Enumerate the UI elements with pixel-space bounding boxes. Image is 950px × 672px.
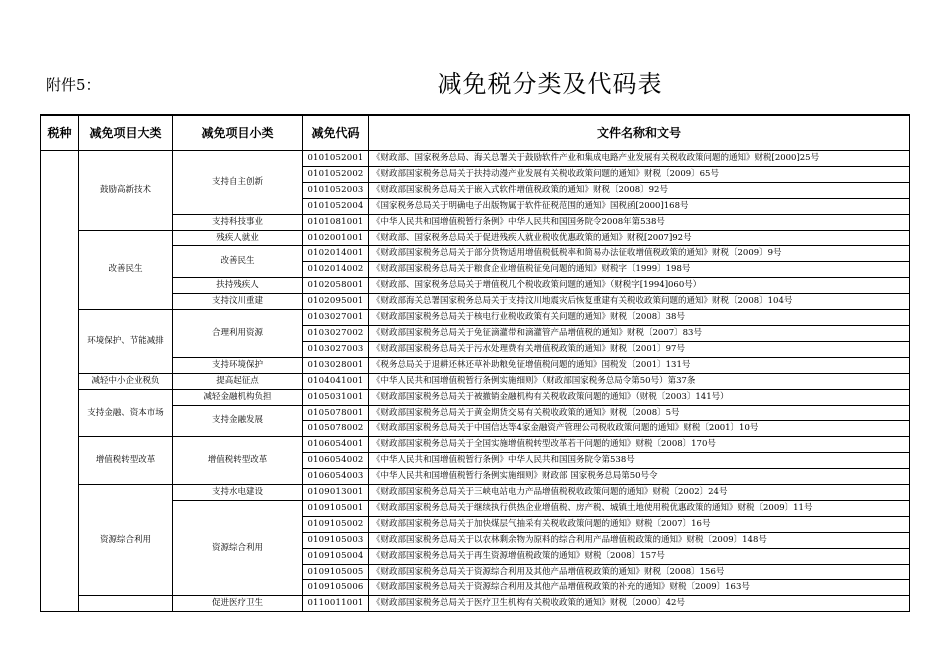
code-cell: 0101052004 [303, 198, 369, 214]
document-cell: 《财政部国家税务总局关于核电行业税收政策有关问题的通知》财税〔2008〕38号 [369, 310, 910, 326]
code-cell: 0109105002 [303, 516, 369, 532]
subcategory-cell: 资源综合利用 [173, 500, 303, 595]
table-row [41, 151, 910, 167]
document-cell: 《财政部国家税务总局关于资源综合利用及其他产品增值税政策的通知》财税〔2008〕156号 [369, 564, 910, 580]
document-cell: 《中华人民共和国增值税暂行条例实施细则》财政部 国家税务总局第50号令 [369, 469, 910, 485]
category-cell: 鼓励高新技术 [79, 151, 173, 231]
category-cell: 减轻中小企业税负 [79, 373, 173, 389]
code-cell: 0105031001 [303, 389, 369, 405]
code-cell: 0101052001 [303, 151, 369, 167]
table-row [41, 437, 910, 453]
subcategory-cell: 提高起征点 [173, 373, 303, 389]
code-cell: 0101081001 [303, 214, 369, 230]
subcategory-cell: 改善民生 [173, 246, 303, 278]
document-cell: 《财政部国家税务总局关于以农林剩余物为原料的综合利用产品增值税政策的通知》财税〔2009〕148号 [369, 532, 910, 548]
page-title: 减免税分类及代码表 [437, 70, 663, 98]
code-cell: 0101052003 [303, 182, 369, 198]
code-cell: 0102058001 [303, 278, 369, 294]
category-cell: 环境保护、节能减排 [79, 310, 173, 374]
subcategory-cell: 支持自主创新 [173, 151, 303, 215]
code-cell: 0109105004 [303, 548, 369, 564]
code-cell: 0109105003 [303, 532, 369, 548]
document-cell: 《财政部国家税务总局关于免征滴灌带和滴灌管产品增值税的通知》财税〔2007〕83号 [369, 325, 910, 341]
document-cell: 《财政部国家税务总局关于全国实施增值税转型改革若干问题的通知》财税〔2008〕170号 [369, 437, 910, 453]
table-header-row [41, 115, 910, 151]
document-cell: 《财政部国家税务总局关于扶持动漫产业发展有关税收政策问题的通知》财税〔2009〕65号 [369, 166, 910, 182]
document-cell: 《财政部国家税务总局关于医疗卫生机构有关税收政策的通知》财税〔2000〕42号 [369, 596, 910, 612]
table-row [41, 310, 910, 326]
document-cell: 《财政部国家税务总局关于嵌入式软件增值税政策的通知》财税〔2008〕92号 [369, 182, 910, 198]
code-cell: 0106054003 [303, 469, 369, 485]
subcategory-cell: 支持科技事业 [173, 214, 303, 230]
code-cell: 0110011001 [303, 596, 369, 612]
category-cell: 支持金融、资本市场 [79, 389, 173, 437]
table-row [41, 373, 910, 389]
document-cell: 《财政部、国家税务总局关于促进残疾人就业税收优惠政策的通知》财税[2007]92号 [369, 230, 910, 246]
document-cell: 《财政部国家税务总局关于再生资源增值税政策的通知》财税〔2008〕157号 [369, 548, 910, 564]
column-header-category: 减免项目大类 [79, 115, 173, 151]
subcategory-cell: 支持水电建设 [173, 485, 303, 501]
category-cell [79, 596, 173, 612]
attachment-label: 附件5： [46, 76, 101, 94]
code-cell: 0102014002 [303, 262, 369, 278]
subcategory-cell: 扶持残疾人 [173, 278, 303, 294]
subcategory-cell: 增值税转型改革 [173, 437, 303, 485]
subcategory-cell: 合理利用资源 [173, 310, 303, 358]
column-header-document: 文件名称和文号 [369, 115, 910, 151]
document-cell: 《财政部国家税务总局关于三峡电站电力产品增值税税收政策问题的通知》财税〔2002〕24号 [369, 485, 910, 501]
code-cell: 0109105006 [303, 580, 369, 596]
category-cell: 增值税转型改革 [79, 437, 173, 485]
table-row [41, 389, 910, 405]
subcategory-cell: 残疾人就业 [173, 230, 303, 246]
document-cell: 《财政部国家税务总局关于资源综合利用及其他产品增值税政策的补充的通知》财税〔2009〕163号 [369, 580, 910, 596]
code-cell: 0101052002 [303, 166, 369, 182]
document-cell: 《财政部国家税务总局关于加快煤层气抽采有关税收政策问题的通知》财税〔2007〕16号 [369, 516, 910, 532]
document-cell: 《财政部国家税务总局关于部分货物适用增值税低税率和简易办法征收增值税政策的通知》财税〔2009〕9号 [369, 246, 910, 262]
document-cell: 《财政部国家税务总局关于黄金期货交易有关税收政策的通知》财税〔2008〕5号 [369, 405, 910, 421]
table-row [41, 230, 910, 246]
subcategory-cell: 促进医疗卫生 [173, 596, 303, 612]
code-cell: 0106054002 [303, 453, 369, 469]
reduction-code-table [40, 114, 910, 612]
code-cell: 0109105005 [303, 564, 369, 580]
column-header-tax-type: 税种 [41, 115, 79, 151]
table-row [41, 485, 910, 501]
code-cell: 0103027003 [303, 341, 369, 357]
document-cell: 《财政部、国家税务总局关于增值税几个税收政策问题的通知》（财税字[1994]060号） [369, 278, 910, 294]
document-cell: 《财政部海关总署国家税务总局关于支持汶川地震灾后恢复重建有关税收政策问题的通知》财税〔2008〕104号 [369, 294, 910, 310]
code-cell: 0105078001 [303, 405, 369, 421]
column-header-code: 减免代码 [303, 115, 369, 151]
document-cell: 《财政部国家税务总局关于继续执行供热企业增值税、房产税、城镇土地使用税优惠政策的通知》财税〔2009〕11号 [369, 500, 910, 516]
subcategory-cell: 支持汶川重建 [173, 294, 303, 310]
category-cell: 资源综合利用 [79, 485, 173, 596]
code-cell: 0102095001 [303, 294, 369, 310]
code-cell: 0103027002 [303, 325, 369, 341]
code-cell: 0103028001 [303, 357, 369, 373]
document-cell: 《国家税务总局关于明确电子出版物属于软件征税范围的通知》国税函[2000]168号 [369, 198, 910, 214]
code-cell: 0109013001 [303, 485, 369, 501]
code-cell: 0106054001 [303, 437, 369, 453]
subcategory-cell: 减轻金融机构负担 [173, 389, 303, 405]
document-cell: 《中华人民共和国增值税暂行条例》中华人民共和国国务院令第538号 [369, 453, 910, 469]
code-cell: 0103027001 [303, 310, 369, 326]
subcategory-cell: 支持金融发展 [173, 405, 303, 437]
document-cell: 《中华人民共和国增值税暂行条例实施细则》（财政部国家税务总局令第50号）第37条 [369, 373, 910, 389]
code-cell: 0105078002 [303, 421, 369, 437]
code-cell: 0102001001 [303, 230, 369, 246]
category-cell: 改善民生 [79, 230, 173, 310]
document-cell: 《中华人民共和国增值税暂行条例》中华人民共和国国务院令2008年第538号 [369, 214, 910, 230]
column-header-subcategory: 减免项目小类 [173, 115, 303, 151]
document-cell: 《财政部国家税务总局关于粮食企业增值税征免问题的通知》财税字〔1999〕198号 [369, 262, 910, 278]
document-cell: 《税务总局关于退耕还林还草补助粮免征增值税问题的通知》国税发〔2001〕131号 [369, 357, 910, 373]
code-cell: 0109105001 [303, 500, 369, 516]
code-cell: 0102014001 [303, 246, 369, 262]
subcategory-cell: 支持环境保护 [173, 357, 303, 373]
document-cell: 《财政部、国家税务总局、海关总署关于鼓励软件产业和集成电路产业发展有关税收政策问题的通知》财税[2000]25号 [369, 151, 910, 167]
document-cell: 《财政部国家税务总局关于中国信达等4家金融资产管理公司税收政策问题的通知》财税〔2001〕10号 [369, 421, 910, 437]
tax-type-cell [41, 151, 79, 612]
table-row [41, 596, 910, 612]
document-cell: 《财政部国家税务总局关于污水处理费有关增值税政策的通知》财税〔2001〕97号 [369, 341, 910, 357]
code-cell: 0104041001 [303, 373, 369, 389]
document-cell: 《财政部国家税务总局关于被撤销金融机构有关税收政策问题的通知》（财税〔2003〕141号） [369, 389, 910, 405]
